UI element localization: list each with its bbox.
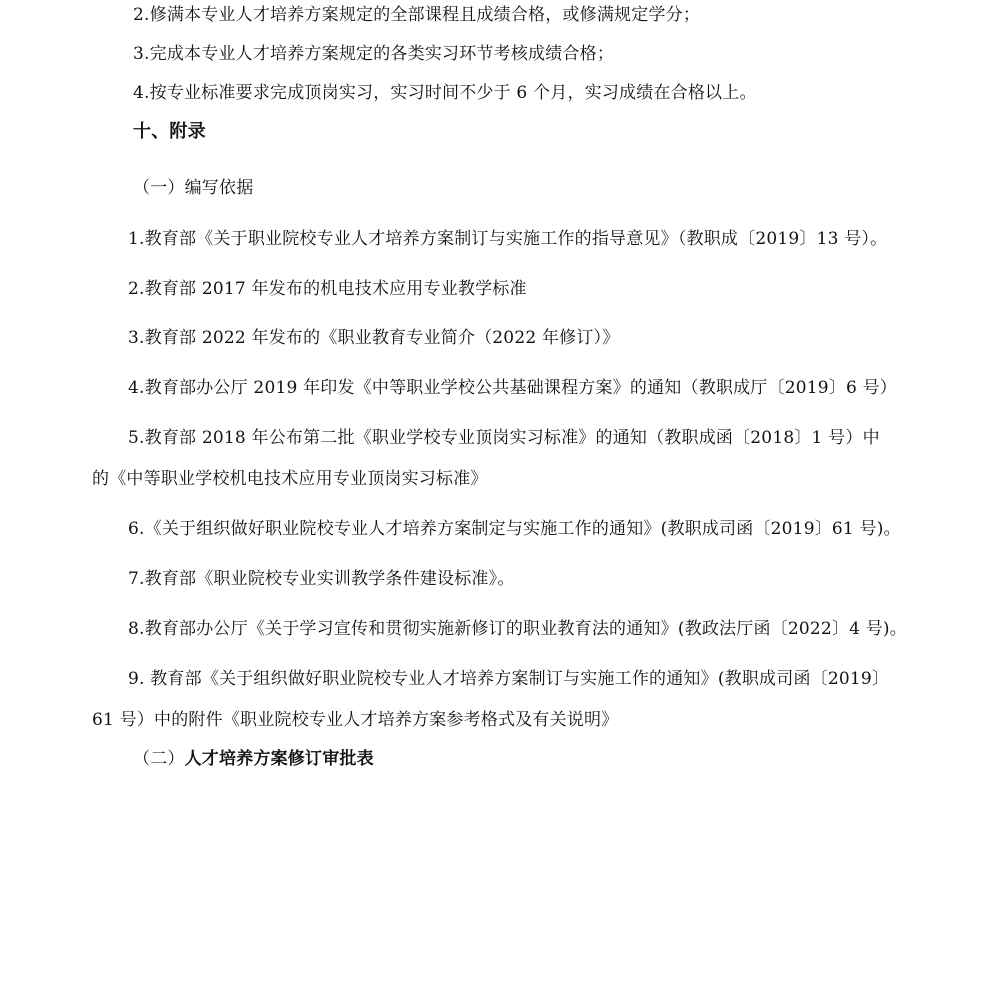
basis-item-5: 5.教育部 2018 年公布第二批《职业学校专业顶岗实习标准》的通知（教职成函〔2018〕1 号）中 — [128, 428, 880, 448]
basis-item-7: 7.教育部《职业院校专业实训教学条件建设标准》。 — [128, 569, 515, 589]
subsection-title-approval — [133, 748, 374, 770]
requirement-item-2: 2.修满本专业人才培养方案规定的全部课程且成绩合格，或修满规定学分； — [133, 5, 701, 25]
section-title: 十、附录 — [133, 121, 206, 142]
subsection-title-basis: （一）编写依据 — [133, 178, 254, 198]
basis-item-9: 9. 教育部《关于组织做好职业院校专业人才培养方案制订与实施工作的通知》(教职成司函〔2019〕 — [128, 669, 890, 689]
basis-item-6: 6.《关于组织做好职业院校专业人才培养方案制定与实施工作的通知》(教职成司函〔2019〕61 号)。 — [128, 519, 901, 539]
basis-item-3: 3.教育部 2022 年发布的《职业教育专业简介（2022 年修订）》 — [128, 328, 620, 348]
basis-item-8: 8.教育部办公厅《关于学习宣传和贯彻实施新修订的职业教育法的通知》(教政法厅函〔2022〕4 号)。 — [128, 619, 907, 639]
basis-item-9-continued: 61 号）中的附件《职业院校专业人才培养方案参考格式及有关说明》 — [92, 710, 619, 730]
subsection-number: （二） — [133, 749, 185, 769]
basis-item-4: 4.教育部办公厅 2019 年印发《中等职业学校公共基础课程方案》的通知（教职成厅〔2019〕6 号） — [128, 378, 897, 398]
basis-item-1: 1.教育部《关于职业院校专业人才培养方案制订与实施工作的指导意见》（教职成〔2019〕13 号）。 — [128, 229, 888, 249]
basis-item-2: 2.教育部 2017 年发布的机电技术应用专业教学标准 — [128, 279, 527, 299]
requirement-item-4: 4.按专业标准要求完成顶岗实习，实习时间不少于 6 个月，实习成绩在合格以上。 — [133, 83, 757, 103]
subsection-label: 人才培养方案修订审批表 — [184, 749, 374, 769]
requirement-item-3: 3.完成本专业人才培养方案规定的各类实习环节考核成绩合格； — [133, 44, 615, 64]
basis-item-5-continued: 的《中等职业学校机电技术应用专业顶岗实习标准》 — [92, 469, 488, 489]
